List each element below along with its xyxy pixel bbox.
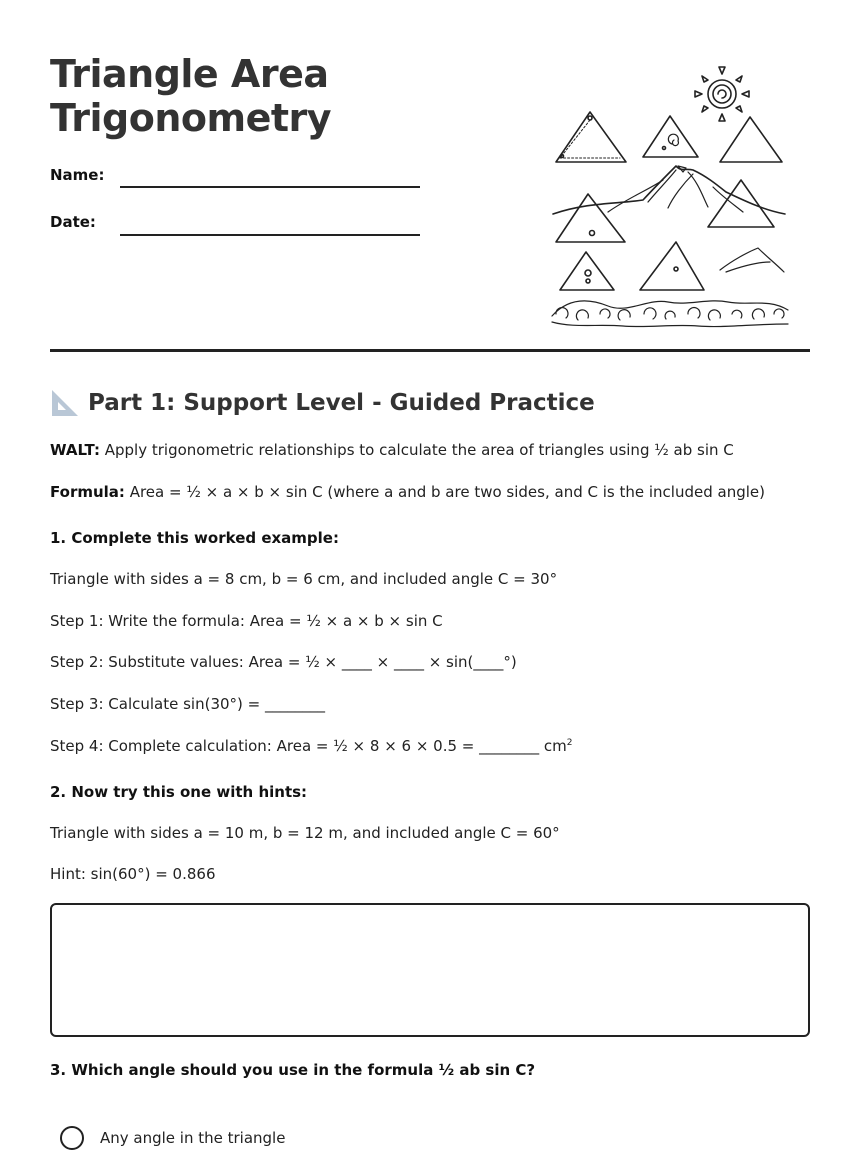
section-heading xyxy=(50,388,595,418)
question-2-heading: 2. Now try this one with hints: xyxy=(50,783,308,801)
triangles-landscape-illustration xyxy=(548,62,793,332)
question-2-given: Triangle with sides a = 10 m, b = 12 m, and included angle C = 60° xyxy=(50,824,560,842)
walt-statement xyxy=(50,441,734,459)
walt-text: Apply trigonometric relationships to calculate the area of triangles using ½ ab sin C xyxy=(99,441,734,459)
question-2-answer-box[interactable] xyxy=(50,903,810,1037)
step-4-text: Step 4: Complete calculation: Area = ½ × 8 × 6 × 0.5 = ________ cm xyxy=(50,737,567,755)
section-title: Part 1: Support Level - Guided Practice xyxy=(88,390,595,416)
question-1-step-1: Step 1: Write the formula: Area = ½ × a × b × sin C xyxy=(50,612,443,630)
title-line-1: Triangle Area xyxy=(50,52,329,96)
question-1-step-4 xyxy=(50,737,573,755)
triangle-row-top xyxy=(556,112,782,162)
page-title xyxy=(50,52,331,140)
option-label: Any angle in the triangle xyxy=(100,1129,286,1147)
question-2-hint: Hint: sin(60°) = 0.866 xyxy=(50,865,216,883)
formula-label: Formula: xyxy=(50,483,125,501)
title-line-2: Trigonometry xyxy=(50,96,332,140)
name-input-line[interactable] xyxy=(120,186,420,188)
question-1-given: Triangle with sides a = 8 cm, b = 6 cm, and included angle C = 30° xyxy=(50,570,558,588)
date-label: Date: xyxy=(50,213,96,231)
question-1-step-3: Step 3: Calculate sin(30°) = ________ xyxy=(50,695,325,713)
triangle-row-bottom xyxy=(560,242,784,290)
set-square-icon xyxy=(50,388,80,418)
question-3-heading: 3. Which angle should you use in the formula ½ ab sin C? xyxy=(50,1061,536,1079)
date-input-line[interactable] xyxy=(120,234,420,236)
question-3-option-1[interactable] xyxy=(60,1126,285,1150)
question-1-step-2: Step 2: Substitute values: Area = ½ × ____ × ____ × sin(____°) xyxy=(50,653,517,671)
header-divider xyxy=(50,349,810,352)
walt-label: WALT: xyxy=(50,441,100,459)
wave-pattern xyxy=(552,301,788,327)
name-label: Name: xyxy=(50,166,105,184)
mountain-row xyxy=(553,166,785,242)
formula-statement xyxy=(50,483,765,501)
radio-button[interactable] xyxy=(60,1126,84,1150)
formula-text: Area = ½ × a × b × sin C (where a and b are two sides, and C is the included angle) xyxy=(124,483,765,501)
sun-icon xyxy=(695,67,749,121)
step-4-unit-exponent: 2 xyxy=(566,738,573,748)
question-1-heading: 1. Complete this worked example: xyxy=(50,529,339,547)
